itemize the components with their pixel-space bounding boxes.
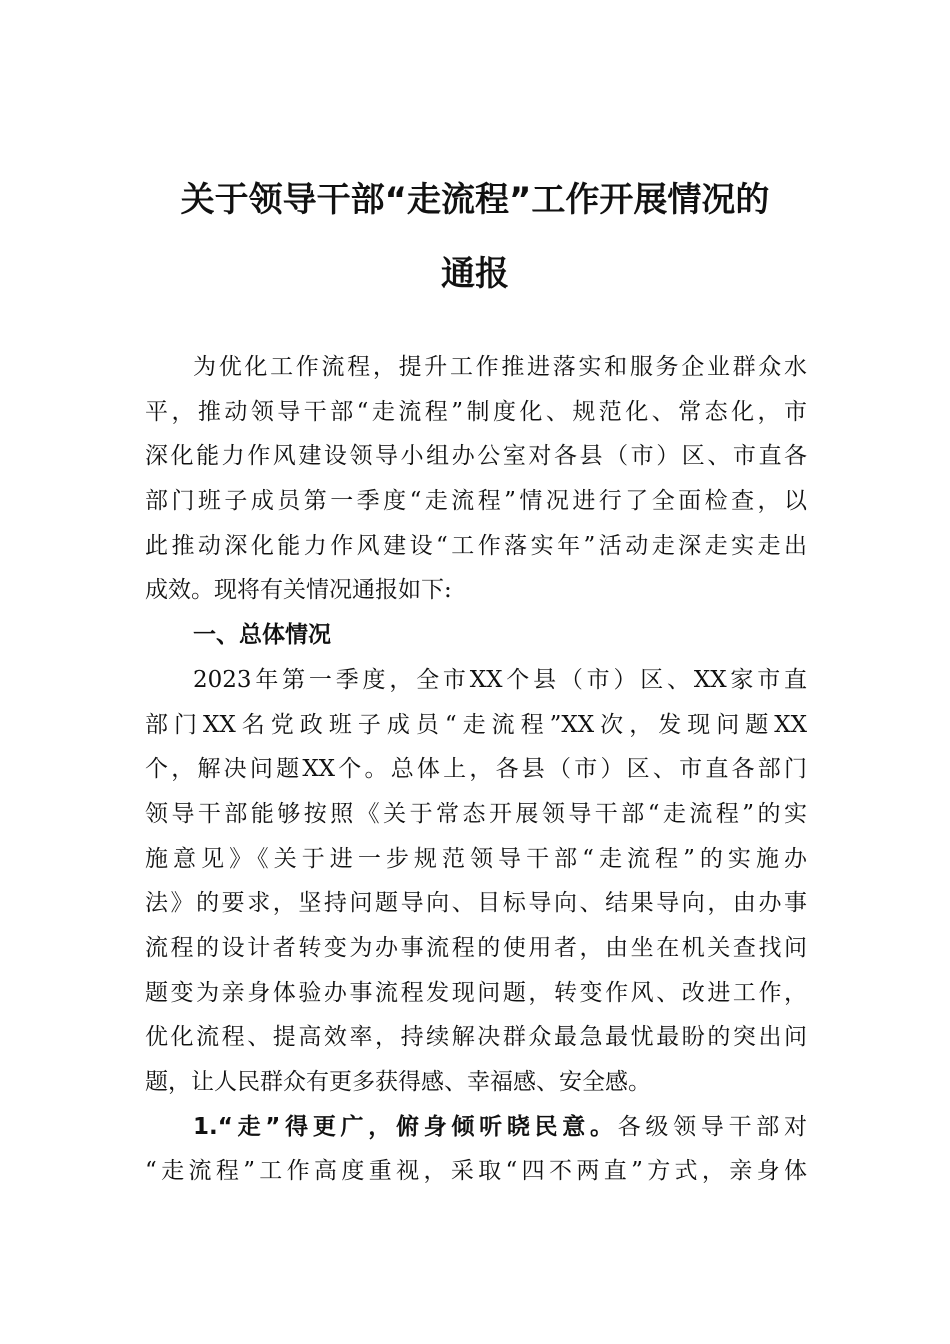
- document-body: [145, 345, 807, 1194]
- text-line: 优化流程、提高效率，持续解决群众最急最忧最盼的突出问: [145, 1024, 807, 1051]
- text-line: 深化能力作风建设领导小组办公室对各县（市）区、市直各: [145, 443, 807, 470]
- text-line: 部门XX名党政班子成员“走流程”XX次，发现问题XX: [145, 711, 807, 738]
- text-line: 题变为亲身体验办事流程发现问题，转变作风、改进工作，: [145, 979, 807, 1006]
- text-line: 成效。现将有关情况通报如下:: [145, 577, 452, 604]
- paragraph-point-1: [145, 1105, 807, 1194]
- title-line-1: 关于领导干部“走流程”工作开展情况的: [180, 180, 770, 220]
- text-line: 法》的要求，坚持问题导向、目标导向、结果导向，由办事: [145, 890, 807, 917]
- text-line: 流程的设计者转变为办事流程的使用者，由坐在机关查找问: [145, 934, 807, 961]
- point-1-heading: 1.“走”得更广，俯身倾听晓民意。: [193, 1113, 618, 1140]
- paragraph-overview: [145, 658, 807, 1105]
- text-line: 施意见》《关于进一步规范领导干部“走流程”的实施办: [145, 845, 807, 872]
- text-line: 部门班子成员第一季度“走流程”情况进行了全面检查，以: [145, 488, 807, 515]
- paragraph-intro: [145, 345, 807, 613]
- text-line: 此推动深化能力作风建设“工作落实年”活动走深走实走出: [145, 532, 807, 559]
- text-line: 平，推动领导干部“走流程”制度化、规范化、常态化，市: [145, 398, 807, 425]
- text-line: 题，让人民群众有更多获得感、幸福感、安全感。: [145, 1069, 651, 1095]
- text-line: “走流程”工作高度重视，采取“四不两直”方式，亲身体: [145, 1158, 807, 1185]
- text-line: 2023年第一季度，全市XX个县（市）区、XX家市直: [193, 666, 807, 693]
- text-line: [145, 1105, 807, 1150]
- section-heading: 一、总体情况: [193, 622, 331, 649]
- text-line: 为优化工作流程，提升工作推进落实和服务企业群众水: [193, 354, 807, 380]
- text-line: 领导干部能够按照《关于常态开展领导干部“走流程”的实: [145, 800, 807, 827]
- point-1-text: 各级领导干部对: [617, 1113, 807, 1140]
- title-line-2: 通报: [441, 254, 509, 294]
- text-line: 个，解决问题XX个。总体上，各县（市）区、市直各部门: [145, 756, 807, 783]
